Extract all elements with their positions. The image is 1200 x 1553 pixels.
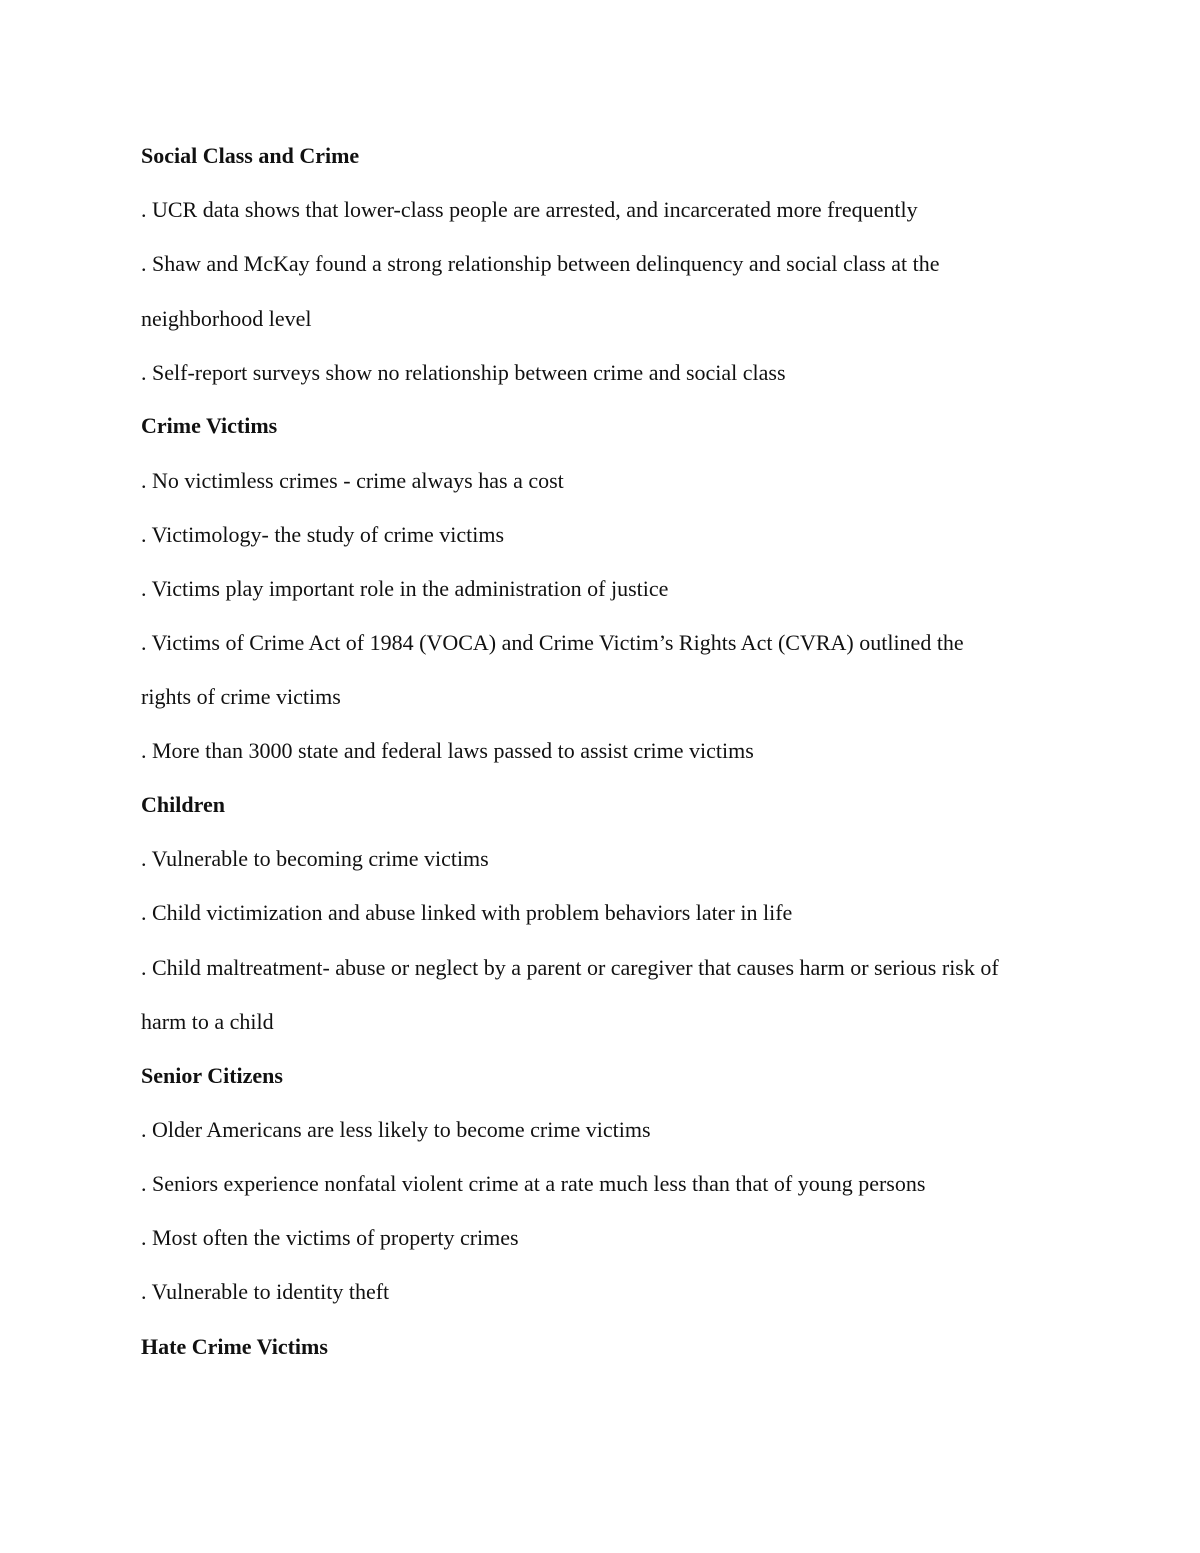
bullet-text-continuation: neighborhood level: [141, 306, 312, 331]
bullet-text: . Victims play important role in the administration of justice: [141, 576, 669, 601]
bullet-text-continuation: harm to a child: [141, 1009, 274, 1034]
section-heading-senior-citizens: Senior Citizens: [141, 1063, 283, 1088]
bullet-text: . Most often the victims of property crimes: [141, 1225, 519, 1250]
bullet-text: . Victimology- the study of crime victims: [141, 522, 505, 547]
bullet-text: . UCR data shows that lower-class people are arrested, and incarcerated more frequently: [141, 197, 918, 222]
bullet-text: . Child victimization and abuse linked with problem behaviors later in life: [141, 900, 793, 925]
section-heading-social-class-and-crime: Social Class and Crime: [141, 143, 360, 168]
bullet-text: . Seniors experience nonfatal violent crime at a rate much less than that of young persons: [141, 1171, 926, 1196]
bullet-text: . Vulnerable to identity theft: [141, 1279, 390, 1304]
bullet-text: . More than 3000 state and federal laws passed to assist crime victims: [141, 738, 754, 763]
bullet-text: . Shaw and McKay found a strong relationship between delinquency and social class at the: [141, 251, 940, 276]
bullet-text: . Child maltreatment- abuse or neglect by a parent or caregiver that causes harm or serious risk of: [141, 955, 999, 980]
bullet-text-continuation: rights of crime victims: [141, 684, 341, 709]
section-heading-hate-crime-victims: Hate Crime Victims: [141, 1334, 328, 1359]
bullet-text: . Victims of Crime Act of 1984 (VOCA) and Crime Victim’s Rights Act (CVRA) outlined the: [141, 630, 964, 655]
bullet-text: . Self-report surveys show no relationship between crime and social class: [141, 360, 786, 385]
section-heading-crime-victims: Crime Victims: [141, 413, 278, 438]
bullet-text: . Older Americans are less likely to become crime victims: [141, 1117, 651, 1142]
section-heading-children: Children: [141, 792, 225, 817]
bullet-text: . No victimless crimes - crime always has a cost: [141, 468, 564, 493]
bullet-text: . Vulnerable to becoming crime victims: [141, 846, 489, 871]
